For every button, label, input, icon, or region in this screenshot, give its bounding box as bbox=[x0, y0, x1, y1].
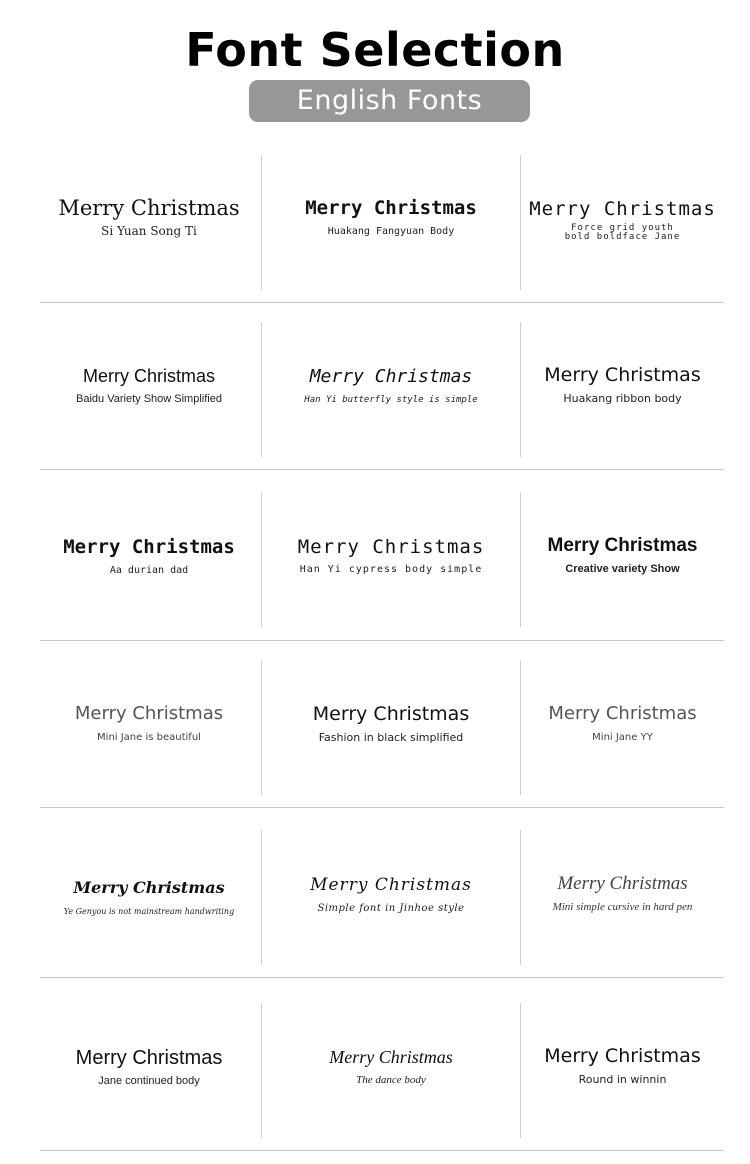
font-sample: Merry Christmas bbox=[74, 703, 224, 724]
font-sample: Merry Christmas bbox=[547, 535, 698, 556]
font-sample: Merry Christmas bbox=[529, 198, 716, 220]
font-sample: Merry Christmas bbox=[312, 703, 470, 725]
font-sample: Merry Christmas bbox=[329, 1047, 453, 1067]
font-card-dance-body[interactable] bbox=[262, 1045, 520, 1087]
font-card-huakang-ribbon[interactable] bbox=[521, 363, 724, 405]
font-name: Han Yi butterfly style is simple bbox=[304, 395, 478, 405]
row-divider bbox=[40, 977, 724, 978]
font-name: Aa durian dad bbox=[109, 565, 189, 576]
font-sample: Merry Christmas bbox=[309, 366, 473, 387]
font-name: Mini simple cursive in hard pen bbox=[552, 901, 693, 913]
font-sample: Merry Christmas bbox=[75, 1047, 223, 1069]
font-name: Mini Jane is beautiful bbox=[97, 732, 201, 743]
font-card-fashion-in-black[interactable] bbox=[262, 702, 520, 744]
font-sample: Merry Christmas bbox=[297, 536, 485, 558]
font-name: Huakang Fangyuan Body bbox=[327, 226, 455, 237]
font-sample: Merry Christmas bbox=[58, 196, 240, 220]
font-name: Si Yuan Song Ti bbox=[101, 224, 197, 238]
font-card-si-yuan-song-ti[interactable] bbox=[40, 196, 258, 238]
row-divider bbox=[40, 469, 724, 470]
font-name: Fashion in black simplified bbox=[318, 731, 464, 744]
font-name: The dance body bbox=[356, 1074, 426, 1086]
row-divider bbox=[40, 807, 724, 808]
font-card-ye-genyou[interactable] bbox=[40, 876, 258, 918]
font-name: Han Yi cypress body simple bbox=[299, 564, 483, 575]
font-sample: Merry Christmas bbox=[544, 364, 701, 386]
font-name: Ye Genyou is not mainstream handwriting bbox=[63, 907, 235, 916]
font-card-huakang-fangyuan[interactable] bbox=[262, 196, 520, 238]
font-name: Baidu Variety Show Simplified bbox=[76, 393, 222, 405]
font-sample: Merry Christmas bbox=[82, 366, 215, 386]
font-sample: Merry Christmas bbox=[310, 875, 472, 895]
font-sample: Merry Christmas bbox=[548, 703, 697, 724]
font-sample: Merry Christmas bbox=[63, 536, 235, 558]
font-name: Mini Jane YY bbox=[592, 732, 653, 743]
font-name: Jane continued body bbox=[98, 1075, 200, 1087]
font-card-round-in-winnin[interactable] bbox=[521, 1044, 724, 1086]
font-card-mini-cursive-hard-pen[interactable] bbox=[521, 872, 724, 914]
font-card-force-grid-youth[interactable] bbox=[521, 197, 724, 242]
font-sample: Merry Christmas bbox=[557, 873, 688, 894]
font-card-mini-jane-yy[interactable] bbox=[521, 702, 724, 744]
font-card-aa-durian-dad[interactable] bbox=[40, 535, 258, 577]
font-name: Huakang ribbon body bbox=[563, 392, 682, 405]
font-card-creative-variety-show[interactable] bbox=[521, 534, 724, 576]
row-divider bbox=[40, 1150, 724, 1151]
font-card-jane-continued[interactable] bbox=[40, 1046, 258, 1088]
page-title: Font Selection bbox=[185, 23, 565, 77]
font-sample: Merry Christmas bbox=[305, 197, 477, 219]
font-sample: Merry Christmas bbox=[73, 878, 225, 897]
font-card-han-yi-cypress[interactable] bbox=[262, 535, 520, 574]
font-card-han-yi-butterfly[interactable] bbox=[262, 365, 520, 407]
font-sample: Merry Christmas bbox=[544, 1045, 701, 1067]
font-card-baidu-variety-show[interactable] bbox=[40, 364, 258, 406]
row-divider bbox=[40, 302, 724, 303]
font-name: Creative variety Show bbox=[565, 563, 680, 575]
font-card-jinhoe-style[interactable] bbox=[262, 873, 520, 915]
category-badge: English Fonts bbox=[249, 80, 530, 122]
font-card-mini-jane-beautiful[interactable] bbox=[40, 702, 258, 744]
font-name: Force grid youth bold boldface Jane bbox=[564, 223, 681, 242]
row-divider bbox=[40, 640, 724, 641]
font-name: Round in winnin bbox=[578, 1073, 667, 1086]
font-name: Simple font in Jinhoe style bbox=[317, 903, 465, 914]
